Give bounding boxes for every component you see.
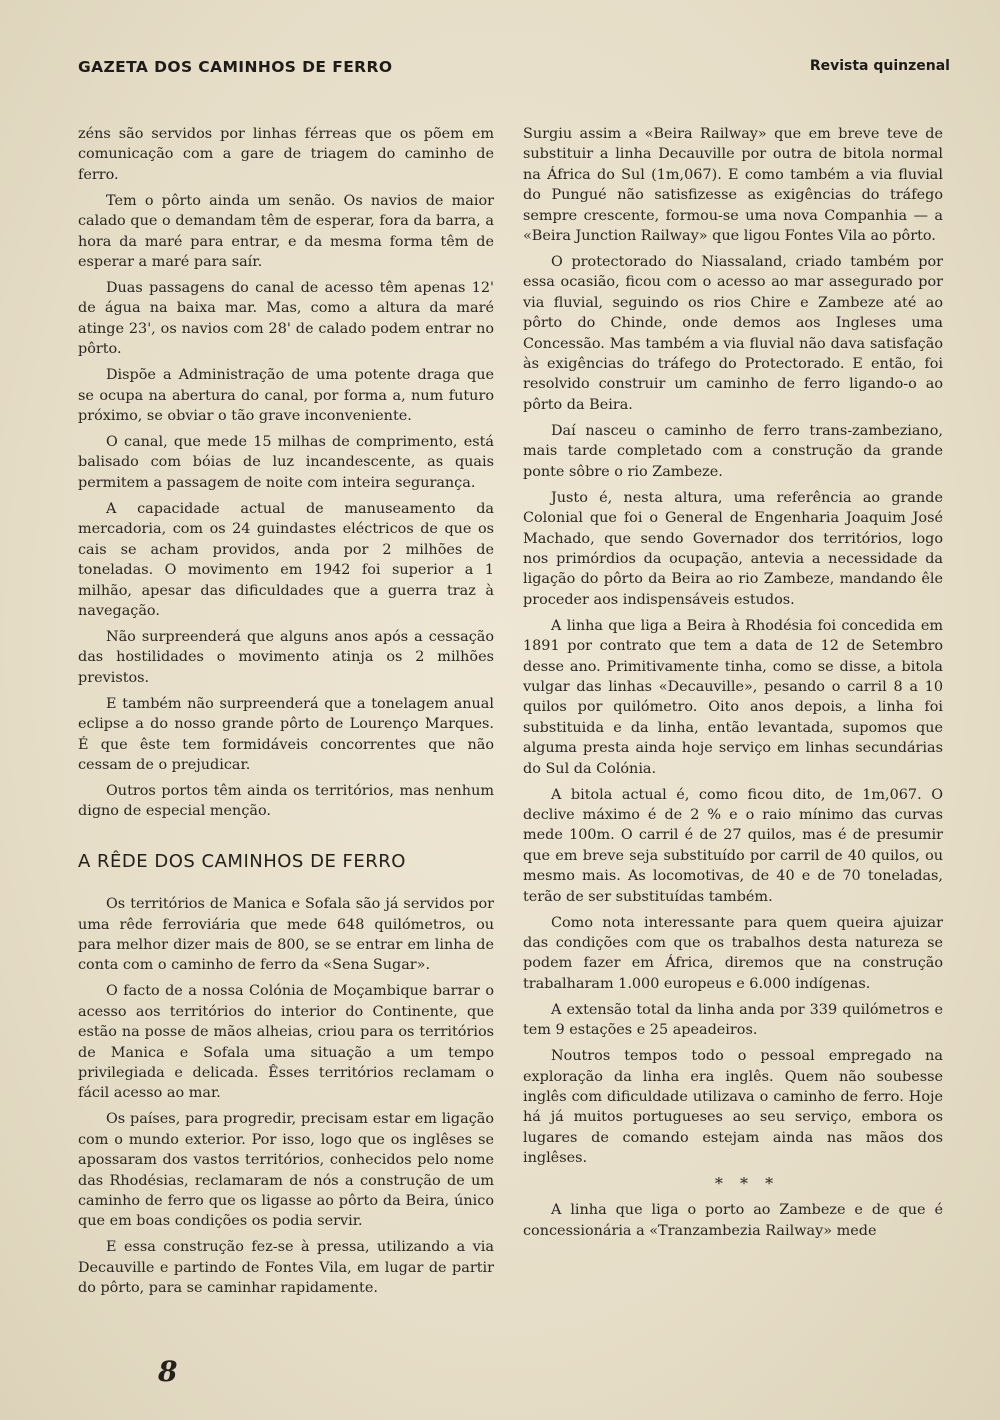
- right-column: [523, 124, 943, 1247]
- page-number: 8: [158, 1355, 178, 1388]
- left-column: [78, 124, 494, 1304]
- paragraph: A extensão total da linha anda por 339 quilómetros e tem 9 estações e 25 apeadeiros.: [523, 1001, 943, 1039]
- paragraph: Justo é, nesta altura, uma referência ao grande Colonial que foi o General de Engenharia Joaquim José Machado, que sendo Governador dos territórios, logo nos primórdios da ocupação, antevia a necessidade da ligação do pôrto da Beira ao rio Zambeze, mandando êle proceder aos indispensáveis estudos.: [523, 489, 943, 608]
- paragraph: A bitola actual é, como ficou dito, de 1m,067. O declive máximo é de 2 % e o raio mínimo das curvas mede 100m. O carril é de 27 quilos, mas é de presumir que em breve seja substituído por carril de 40 quilos, ou mesmo mais. As locomotivas, de 40 e de 70 toneladas, terão de ser substituídas também.: [523, 786, 943, 905]
- paragraph: A capacidade actual de manuseamento da mercadoria, com os 24 guindastes eléctricos de que os cais se acham providos, anda por 2 milhões de toneladas. O movimento em 1942 foi superior a 1 milhão, apesar das dificuldades que a guerra traz à navegação.: [78, 500, 494, 619]
- paragraph: Duas passagens do canal de acesso têm apenas 12' de água na baixa mar. Mas, como a altura da maré atinge 23', os navios com 28' de calado podem entrar no pôrto.: [78, 280, 494, 358]
- running-header: [78, 58, 950, 88]
- paragraph: Tem o pôrto ainda um senão. Os navios de maior calado que o demandam têm de esperar, fora da barra, a hora da maré para entrar, e da mesma forma têm de esperar a maré para saír.: [78, 192, 494, 271]
- paragraph: O protectorado do Niassaland, criado também por essa ocasião, ficou com o acesso ao mar assegurado por via fluvial, seguindo os rios Chire e Zambeze até ao pôrto do Chinde, onde demos aos Ingleses uma Concessão. Mas também a via fluvial não dava satisfação às exigências do tráfego do Protectorado. E então, foi resolvido construir um caminho de ferro ligando-o ao pôrto da Beira.: [523, 254, 943, 413]
- paragraph: Daí nasceu o caminho de ferro trans-zambeziano, mais tarde completado com a construção da grande ponte sôbre o rio Zambeze.: [523, 422, 943, 480]
- paragraph: zéns são servidos por linhas férreas que os põem em comunicação com a gare de triagem do caminho de ferro.: [78, 126, 494, 183]
- paragraph: Como nota interessante para quem queira ajuizar das condições com que os trabalhos desta natureza se podem fazer em África, diremos que na construção trabalharam 1.000 europeus e 6.000 indígenas.: [523, 914, 943, 992]
- paragraph: E essa construção fez-se à pressa, utilizando a via Decauville e partindo de Fontes Vila, em lugar de partir do pôrto, para se caminhar rapidamente.: [78, 1239, 494, 1297]
- paragraph: E também não surpreenderá que a tonelagem anual eclipse a do nosso grande pôrto de Lourenço Marques. É que êste tem formidáveis concorrentes que não cessam de o prejudicar.: [78, 695, 494, 773]
- paragraph: O facto de a nossa Colónia de Moçambique barrar o acesso aos territórios do interior do Continente, que estão na posse de mãos alheias, criou para os territórios de Manica e Sofala uma situação a um tempo privilegiada e delicada. Êsses territórios reclamam o fácil acesso ao mar.: [78, 983, 494, 1102]
- section-separator: * * *: [714, 1174, 780, 1194]
- paragraph: A linha que liga a Beira à Rhodésia foi concedida em 1891 por contrato que tem a data de 12 de Setembro desse ano. Primitivamente tinha, como se disse, a bitola vulgar das linhas «Decauville», pesando o carril 8 a 10 quilos por quilómetro. Oito anos depois, a linha foi substituida e da linha, então levantada, supomos que alguma presta ainda hoje serviço em linhas secundárias do Sul da Colónia.: [523, 617, 943, 777]
- paragraph: Outros portos têm ainda os territórios, mas nenhum digno de especial menção.: [78, 782, 494, 820]
- paragraph: Os territórios de Manica e Sofala são já servidos por uma rêde ferroviária que mede 648 quilómetros, ou para melhor dizer mais de 800, se se entrar em linha de conta com o caminho de ferro da «Sena Sugar».: [78, 896, 494, 974]
- paragraph: O canal, que mede 15 milhas de comprimento, está balisado com bóias de luz incandescente, as quais permitem a passagem de noite com inteira segurança.: [78, 434, 494, 491]
- paragraph: A linha que liga o porto ao Zambeze e de que é concessionária a «Tranzambezia Railway» mede: [523, 1202, 943, 1239]
- paragraph: Surgiu assim a «Beira Railway» que em breve teve de substituir a linha Decauville por outra de bitola normal na África do Sul (1m,067). E como também a via fluvial do Pungué não satisfizesse as exigências do tráfego sempre crescente, formou-se uma nova Companhia — a «Beira Junction Railway» que ligou Fontes Vila ao pôrto.: [523, 126, 943, 245]
- journal-title: GAZETA DOS CAMINHOS DE FERRO: [78, 58, 393, 76]
- paragraph: Não surpreenderá que alguns anos após a cessação das hostilidades o movimento atinja os 2 milhões previstos.: [78, 628, 494, 686]
- section-heading: A RÊDE DOS CAMINHOS DE FERRO: [78, 850, 406, 872]
- journal-subtitle: Revista quinzenal: [809, 58, 950, 74]
- paragraph: Dispõe a Administração de uma potente draga que se ocupa na abertura do canal, por forma a, num futuro próximo, se obviar o tão grave inconveniente.: [78, 367, 494, 425]
- paragraph: Os países, para progredir, precisam estar em ligação com o mundo exterior. Por isso, logo que os inglêses se apossaram dos vastos territórios, conhecidos pelo nome das Rhodésias, reclamaram de nós a construção de um caminho de ferro que os ligasse ao pôrto da Beira, único que em boas condições os podia servir.: [78, 1111, 494, 1230]
- paragraph: Noutros tempos todo o pessoal empregado na exploração da linha era inglês. Quem não soubesse inglês com dificuldade utilizava o caminho de ferro. Hoje há já muitos portugueses ao seu serviço, embora os lugares de comando estejam ainda nas mãos dos inglêses.: [523, 1048, 943, 1167]
